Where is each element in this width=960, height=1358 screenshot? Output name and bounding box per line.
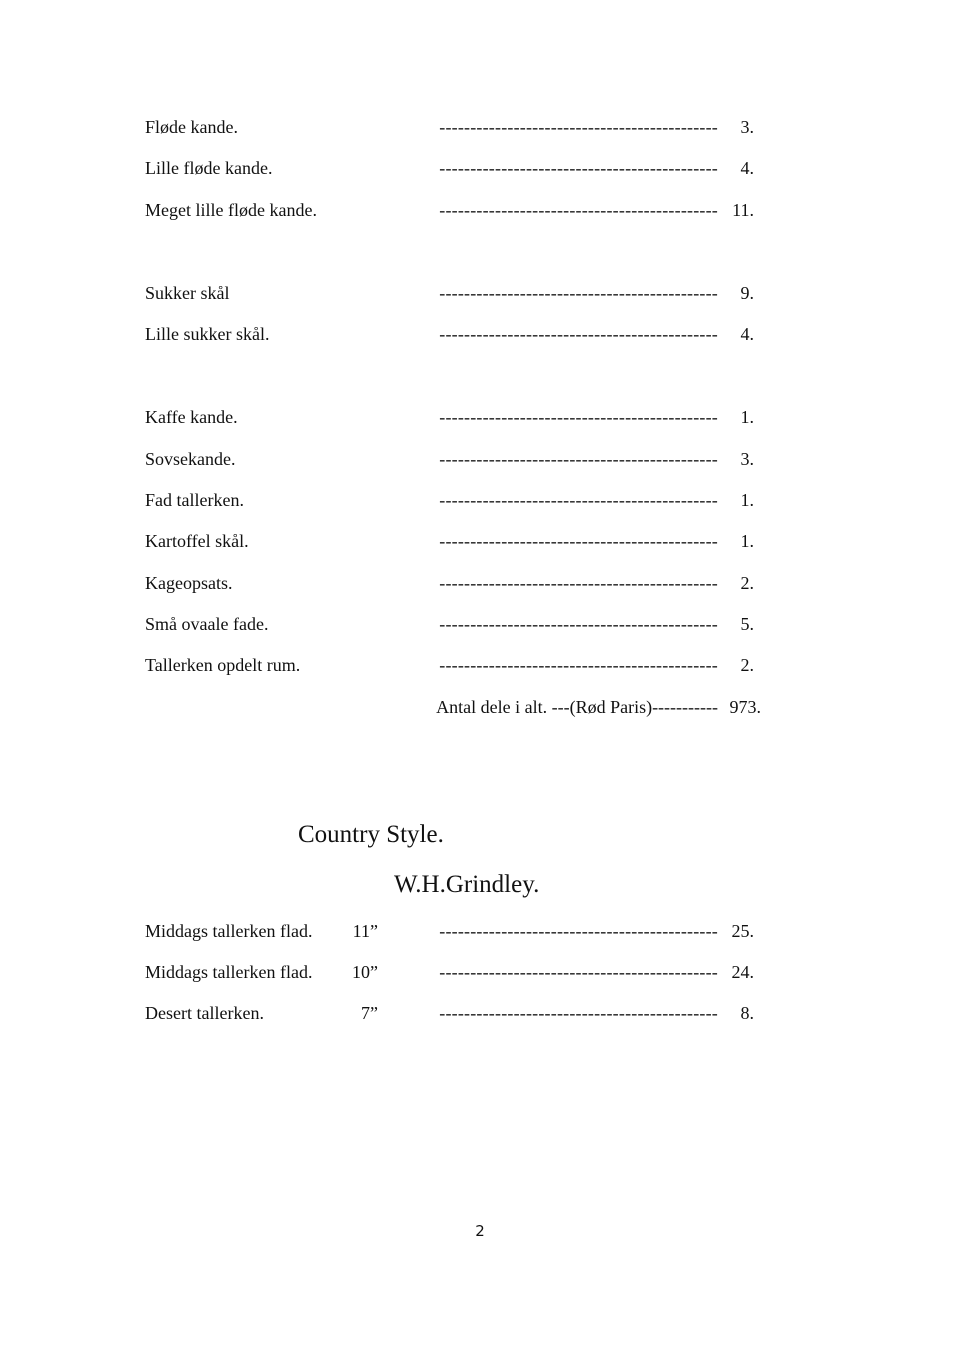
list-item [0,405,960,429]
list-item [0,198,960,222]
list-item [0,115,960,139]
list-item [0,529,960,553]
section-maker: W.H.Grindley. [394,871,540,898]
item-quantity: 1. [740,490,754,510]
leader-dashes: --------------------------------------------- [439,449,718,469]
item-quantity: 5. [740,614,754,634]
item-quantity: 1. [740,407,754,427]
item-name: Desert tallerken. [145,1003,264,1023]
item-name: Sovsekande. [145,449,236,469]
leader-dashes: --------------------------------------------- [439,921,718,941]
item-name: Sukker skål [145,283,230,303]
item-size: 10” [352,962,378,982]
leader-dashes: --------------------------------------------- [439,200,718,220]
item-name: Lille fløde kande. [145,158,273,178]
item-quantity: 9. [740,283,754,303]
item-quantity: 3. [740,449,754,469]
section-title: Country Style. [298,821,444,848]
item-quantity: 24. [731,962,754,982]
total-label: Antal dele i alt. ---(Rød Paris)----------- [436,697,718,717]
list-item [0,612,960,636]
item-quantity: 2. [740,655,754,675]
item-name: Kaffe kande. [145,407,238,427]
total-quantity: 973. [729,697,761,717]
leader-dashes: --------------------------------------------- [439,614,718,634]
list-item [0,960,960,984]
list-item [0,488,960,512]
leader-dashes: --------------------------------------------- [439,655,718,675]
leader-dashes: --------------------------------------------- [439,1003,718,1023]
leader-dashes: --------------------------------------------- [439,407,718,427]
item-size: 7” [361,1003,378,1023]
item-quantity: 25. [731,921,754,941]
list-item [0,281,960,305]
item-quantity: 1. [740,531,754,551]
item-name: Meget lille fløde kande. [145,200,317,220]
leader-dashes: --------------------------------------------- [439,324,718,344]
list-item [0,1001,960,1025]
item-name: Lille sukker skål. [145,324,270,344]
item-name: Middags tallerken flad. [145,921,313,941]
list-item [0,571,960,595]
leader-dashes: --------------------------------------------- [439,962,718,982]
leader-dashes: --------------------------------------------- [439,158,718,178]
leader-dashes: --------------------------------------------- [439,573,718,593]
item-name: Fløde kande. [145,117,238,137]
list-item [0,447,960,471]
item-quantity: 4. [740,158,754,178]
item-name: Små ovaale fade. [145,614,269,634]
leader-dashes: --------------------------------------------- [439,117,718,137]
item-quantity: 4. [740,324,754,344]
list-item [0,919,960,943]
list-item [0,156,960,180]
item-quantity: 11. [732,200,754,220]
leader-dashes: --------------------------------------------- [439,531,718,551]
item-name: Middags tallerken flad. [145,962,313,982]
item-name: Fad tallerken. [145,490,244,510]
item-size: 11” [352,921,378,941]
leader-dashes: --------------------------------------------- [439,283,718,303]
item-name: Tallerken opdelt rum. [145,655,301,675]
total-row [0,695,960,719]
leader-dashes: --------------------------------------------- [439,490,718,510]
list-item [0,322,960,346]
page-number: 2 [475,1222,485,1240]
item-name: Kartoffel skål. [145,531,249,551]
item-quantity: 8. [740,1003,754,1023]
list-item [0,653,960,677]
item-quantity: 2. [740,573,754,593]
item-quantity: 3. [740,117,754,137]
item-name: Kageopsats. [145,573,233,593]
